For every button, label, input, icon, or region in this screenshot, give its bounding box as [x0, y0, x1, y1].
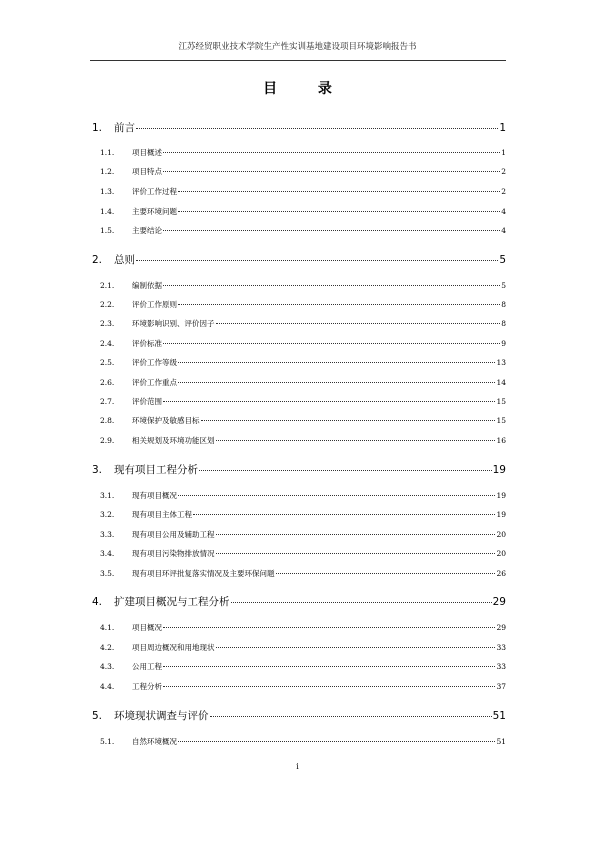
toc-section-entry[interactable] [90, 280, 506, 291]
toc-dot-leader [216, 534, 496, 535]
toc-section-entry[interactable] [90, 338, 506, 349]
header-divider [90, 60, 506, 61]
toc-entry-title: 现有项目概况 [132, 491, 177, 500]
toc-section-entry[interactable] [90, 642, 506, 653]
toc-entry-title: 评价标准 [132, 339, 162, 348]
toc-section-entry[interactable] [90, 622, 506, 633]
toc-entry-number: 1.1. [100, 148, 115, 157]
toc-entry-number: 3. [92, 464, 103, 476]
toc-entry-number: 2.5. [100, 358, 115, 367]
toc-dot-leader [178, 191, 500, 192]
toc-section-entry[interactable] [90, 435, 506, 446]
toc-dot-leader [163, 666, 495, 667]
toc-entry-page: 19 [496, 491, 506, 500]
toc-section-entry[interactable] [90, 396, 506, 407]
toc-entry-number: 1. [92, 122, 103, 134]
toc-entry-number: 2.9. [100, 436, 115, 445]
toc-entry-number: 2. [92, 254, 103, 266]
toc-entry-title: 环境现状调查与评价 [114, 710, 209, 722]
toc-entry-page: 4 [501, 207, 506, 216]
toc-dot-leader [163, 171, 500, 172]
toc-entry-title: 工程分析 [132, 682, 162, 691]
toc-dot-leader [216, 647, 496, 648]
toc-entry-number: 2.2. [100, 300, 115, 309]
toc-entry-page: 19 [496, 510, 506, 519]
toc-entry-number: 2.3. [100, 319, 115, 328]
toc-entry-page: 15 [496, 416, 506, 425]
toc-entry-number: 3.5. [100, 569, 115, 578]
toc-section-entry[interactable] [90, 206, 506, 217]
toc-dot-leader [136, 128, 498, 129]
toc-entry-title: 前言 [114, 122, 135, 134]
toc-entry-title: 现有项目环评批复落实情况及主要环保问题 [132, 569, 275, 578]
toc-entry-page: 4 [501, 226, 506, 235]
toc-entry-title: 评价范围 [132, 397, 162, 406]
toc-entry-title: 主要结论 [132, 226, 162, 235]
toc-entry-page: 33 [496, 662, 506, 671]
toc-entry-page: 19 [492, 464, 506, 476]
toc-entry-number: 4.2. [100, 643, 115, 652]
toc-entry-page: 13 [496, 358, 506, 367]
toc-entry-page: 15 [496, 397, 506, 406]
toc-entry-page: 8 [501, 319, 506, 328]
toc-section-entry[interactable] [90, 490, 506, 501]
toc-dot-leader [216, 440, 496, 441]
toc-dot-leader [178, 304, 500, 305]
toc-entry-number: 2.8. [100, 416, 115, 425]
toc-chapter-entry[interactable] [90, 708, 506, 723]
toc-entry-number: 4. [92, 596, 103, 608]
toc-chapter-entry[interactable] [90, 594, 506, 609]
toc-dot-leader [163, 152, 500, 153]
toc-entry-page: 51 [496, 737, 506, 746]
toc-section-entry[interactable] [90, 548, 506, 559]
toc-entry-number: 3.2. [100, 510, 115, 519]
toc-entry-title: 评价工作过程 [132, 187, 177, 196]
toc-entry-number: 4.4. [100, 682, 115, 691]
toc-dot-leader [163, 343, 500, 344]
toc-dot-leader [216, 323, 501, 324]
toc-entry-number: 3.1. [100, 491, 115, 500]
toc-entry-page: 2 [501, 167, 506, 176]
toc-dot-leader [199, 470, 492, 471]
toc-dot-leader [210, 716, 492, 717]
toc-entry-title: 现有项目公用及辅助工程 [132, 530, 215, 539]
toc-dot-leader [201, 420, 496, 421]
toc-section-entry[interactable] [90, 529, 506, 540]
toc-dot-leader [276, 573, 496, 574]
toc-entry-title: 编制依据 [132, 281, 162, 290]
toc-dot-leader [193, 514, 495, 515]
toc-section-entry[interactable] [90, 299, 506, 310]
toc-entry-page: 29 [492, 596, 506, 608]
toc-entry-number: 5. [92, 710, 103, 722]
toc-entry-number: 1.5. [100, 226, 115, 235]
toc-entry-page: 16 [496, 436, 506, 445]
toc-dot-leader [163, 627, 495, 628]
toc-dot-leader [178, 382, 495, 383]
toc-entry-title: 现有项目主体工程 [132, 510, 192, 519]
toc-section-entry[interactable] [90, 147, 506, 158]
toc-entry-title: 评价工作原则 [132, 300, 177, 309]
toc-entry-title: 相关规划及环境功能区划 [132, 436, 215, 445]
toc-dot-leader [178, 495, 495, 496]
toc-entry-title: 项目特点 [132, 167, 162, 176]
toc-dot-leader [136, 260, 498, 261]
toc-dot-leader [163, 285, 500, 286]
toc-entry-number: 1.3. [100, 187, 115, 196]
toc-entry-page: 14 [496, 378, 506, 387]
toc-entry-title: 扩建项目概况与工程分析 [114, 596, 230, 608]
toc-chapter-entry[interactable] [90, 252, 506, 267]
toc-section-entry[interactable] [90, 377, 506, 388]
toc-section-entry[interactable] [90, 736, 506, 747]
running-header: 江苏经贸职业技术学院生产性实训基地建设项目环境影响报告书 [178, 42, 417, 52]
toc-entry-page: 2 [501, 187, 506, 196]
toc-entry-title: 项目周边概况和用地现状 [132, 643, 215, 652]
toc-section-entry[interactable] [90, 186, 506, 197]
toc-entry-page: 1 [501, 148, 506, 157]
toc-entry-number: 2.1. [100, 281, 115, 290]
toc-dot-leader [163, 686, 495, 687]
toc-entry-number: 1.2. [100, 167, 115, 176]
toc-entry-number: 4.3. [100, 662, 115, 671]
toc-entry-number: 5.1. [100, 737, 115, 746]
toc-entry-number: 3.4. [100, 549, 115, 558]
toc-entry-page: 5 [499, 254, 506, 266]
toc-section-entry[interactable] [90, 661, 506, 672]
toc-entry-page: 29 [496, 623, 506, 632]
page-title: 目 录 [263, 81, 350, 97]
toc-entry-number: 2.4. [100, 339, 115, 348]
toc-section-entry[interactable] [90, 509, 506, 520]
toc-entry-page: 26 [496, 569, 506, 578]
toc-entry-title: 评价工作重点 [132, 378, 177, 387]
toc-section-entry[interactable] [90, 166, 506, 177]
toc-chapter-entry[interactable] [90, 462, 506, 477]
toc-section-entry[interactable] [90, 568, 506, 579]
toc-entry-title: 环境保护及敏感目标 [132, 416, 200, 425]
toc-section-entry[interactable] [90, 357, 506, 368]
toc-entry-title: 总则 [114, 254, 135, 266]
toc-entry-number: 2.6. [100, 378, 115, 387]
page-number: i [296, 762, 299, 771]
toc-chapter-entry[interactable] [90, 120, 506, 135]
toc-dot-leader [163, 230, 500, 231]
toc-dot-leader [163, 401, 495, 402]
toc-entry-title: 自然环境概况 [132, 737, 177, 746]
toc-entry-title: 现有项目工程分析 [114, 464, 198, 476]
toc-entry-page: 9 [501, 339, 506, 348]
toc-section-entry[interactable] [90, 318, 506, 329]
toc-dot-leader [231, 602, 492, 603]
toc-entry-title: 项目概述 [132, 148, 162, 157]
toc-entry-title: 公用工程 [132, 662, 162, 671]
toc-entry-number: 1.4. [100, 207, 115, 216]
toc-entry-title: 主要环境问题 [132, 207, 177, 216]
toc-entry-number: 3.3. [100, 530, 115, 539]
toc-entry-number: 2.7. [100, 397, 115, 406]
toc-entry-page: 5 [501, 281, 506, 290]
toc-section-entry[interactable] [90, 415, 506, 426]
toc-entry-title: 项目概况 [132, 623, 162, 632]
toc-entry-page: 20 [496, 549, 506, 558]
toc-entry-page: 51 [492, 710, 506, 722]
toc-section-entry[interactable] [90, 681, 506, 692]
toc-entry-page: 20 [496, 530, 506, 539]
toc-entry-page: 37 [496, 682, 506, 691]
toc-entry-page: 8 [501, 300, 506, 309]
toc-entry-number: 4.1. [100, 623, 115, 632]
toc-entry-title: 评价工作等级 [132, 358, 177, 367]
toc-section-entry[interactable] [90, 225, 506, 236]
toc-dot-leader [178, 362, 495, 363]
toc-entry-title: 环境影响识别、评价因子 [132, 319, 215, 328]
toc-entry-page: 33 [496, 643, 506, 652]
toc-entry-title: 现有项目污染物排放情况 [132, 549, 215, 558]
toc-entry-page: 1 [499, 122, 506, 134]
toc-dot-leader [178, 211, 500, 212]
toc-dot-leader [178, 741, 495, 742]
toc-dot-leader [216, 553, 496, 554]
